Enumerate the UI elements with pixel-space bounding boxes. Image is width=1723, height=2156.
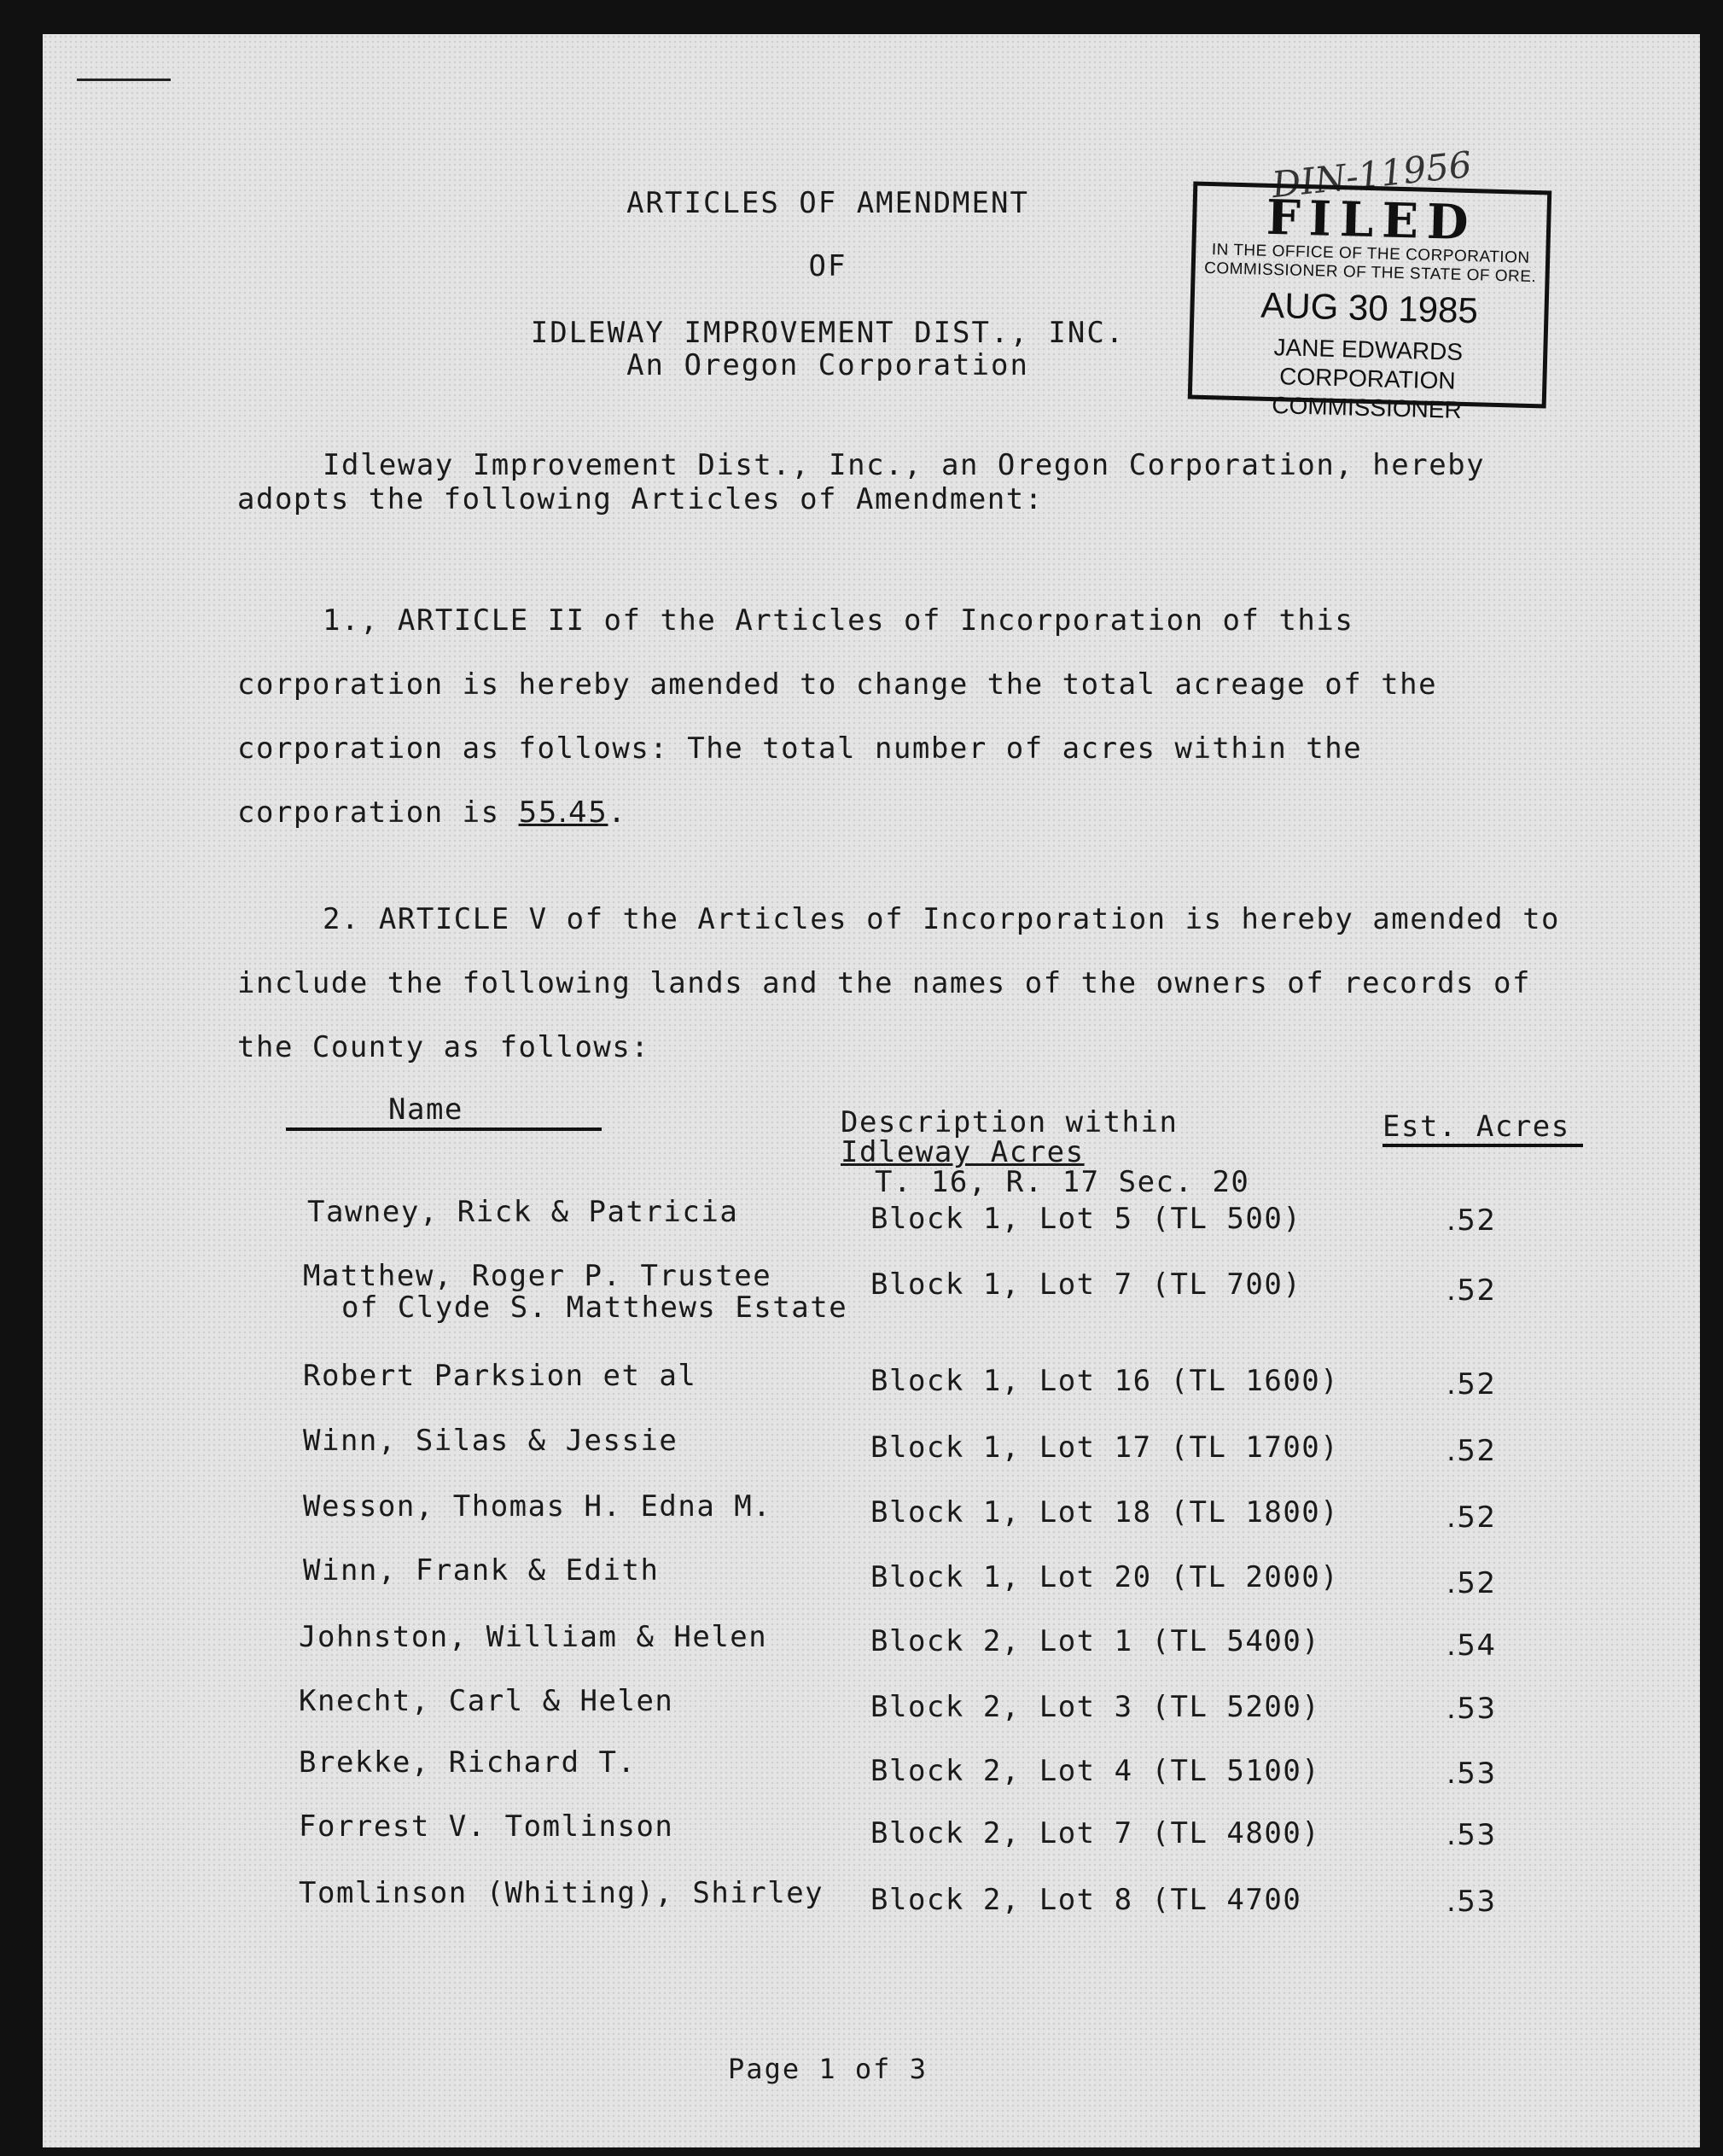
table-row-name: Knecht, Carl & Helen [299, 1684, 674, 1718]
corner-mark [77, 79, 171, 81]
document-page [43, 34, 1700, 2147]
stamp-date: AUG 30 1985 [1260, 284, 1479, 331]
table-row-name: Johnston, William & Helen [299, 1620, 768, 1654]
table-row-name: Brekke, Richard T. [299, 1745, 637, 1780]
table-row-desc: Block 1, Lot 20 (TL 2000) [870, 1560, 1340, 1594]
header-description-line3: T. 16, R. 17 Sec. 20 [875, 1165, 1250, 1199]
page-number: Page 1 of 3 [728, 2053, 928, 2085]
table-row-desc: Block 1, Lot 7 (TL 700) [870, 1267, 1302, 1302]
table-row-acres: .52 [1447, 1566, 1497, 1600]
article-1-period: . [608, 795, 627, 830]
table-row-acres: .53 [1447, 1818, 1497, 1852]
header-est-acres: Est. Acres [1382, 1110, 1570, 1144]
stamp-office-line1: IN THE OFFICE OF THE CORPORATION [1211, 241, 1530, 267]
corporation-type: An Oregon Corporation [626, 348, 1029, 382]
table-row-acres: .54 [1447, 1629, 1497, 1663]
document-title: ARTICLES OF AMENDMENT [626, 186, 1029, 220]
table-row-acres: .52 [1447, 1500, 1497, 1535]
table-row-name: Tomlinson (Whiting), Shirley [299, 1876, 824, 1910]
table-row-desc: Block 2, Lot 1 (TL 5400) [870, 1624, 1321, 1658]
table-row-acres: .53 [1447, 1757, 1497, 1791]
title-of: OF [808, 249, 847, 283]
header-est-acres-underline [1382, 1144, 1583, 1147]
stamp-office-line2: COMMISSIONER OF THE STATE OF ORE. [1203, 259, 1537, 287]
table-row-desc: Block 2, Lot 3 (TL 5200) [870, 1690, 1321, 1724]
table-row-desc: Block 1, Lot 17 (TL 1700) [870, 1431, 1340, 1465]
handwritten-file-number: DIN-11956 [1270, 143, 1474, 207]
table-row-desc: Block 2, Lot 8 (TL 4700 [870, 1883, 1302, 1917]
corporation-name: IDLEWAY IMPROVEMENT DIST., INC. [530, 316, 1126, 350]
stamp-commissioner-role: CORPORATION COMMISSIONER [1271, 363, 1463, 423]
table-row-name: Tawney, Rick & Patricia [307, 1195, 739, 1229]
total-acres-value: 55.45 [518, 795, 608, 830]
filed-stamp [1188, 182, 1552, 423]
table-row-acres: .52 [1447, 1434, 1497, 1468]
stamp-commissioner-name: JANE EDWARDS [1273, 334, 1464, 365]
table-row-acres: .52 [1447, 1367, 1497, 1401]
header-description-line2: Idleway Acres [841, 1135, 1085, 1169]
table-row-name-continued: of Clyde S. Matthews Estate [341, 1291, 848, 1325]
table-row-name: Forrest V. Tomlinson [299, 1809, 674, 1844]
table-row-name: Robert Parksion et al [303, 1359, 697, 1393]
table-row-name: Matthew, Roger P. Trustee [303, 1259, 772, 1293]
table-row-desc: Block 2, Lot 4 (TL 5100) [870, 1754, 1321, 1788]
intro-paragraph: Idleway Improvement Dist., Inc., an Oregon Corporation, hereby adopts the following Articles of Amendment: [237, 448, 1486, 516]
table-row-name: Wesson, Thomas H. Edna M. [303, 1489, 772, 1524]
table-row-acres: .52 [1447, 1203, 1497, 1238]
table-row-desc: Block 2, Lot 7 (TL 4800) [870, 1816, 1321, 1850]
table-row-desc: Block 1, Lot 5 (TL 500) [870, 1202, 1302, 1236]
table-row-name: Winn, Silas & Jessie [303, 1424, 678, 1458]
article-1-text: 1., ARTICLE II of the Articles of Incorporation of this corporation is hereby amended to change the total acreage of the corporation as follows: The total number of acres within the corporation is [237, 603, 1438, 830]
header-name-underline [286, 1128, 602, 1131]
stamp-filed-label: FILED [1266, 189, 1478, 252]
table-row-desc: Block 1, Lot 18 (TL 1800) [870, 1495, 1340, 1530]
table-row-acres: .53 [1447, 1885, 1497, 1919]
article-1-paragraph [237, 589, 1569, 845]
table-row-name: Winn, Frank & Edith [303, 1553, 660, 1588]
header-description-line1: Description within [841, 1105, 1179, 1139]
table-row-acres: .53 [1447, 1692, 1497, 1726]
table-row-acres: .52 [1447, 1273, 1497, 1308]
table-row-desc: Block 1, Lot 16 (TL 1600) [870, 1364, 1340, 1398]
header-name: Name [388, 1093, 463, 1127]
article-2-paragraph: 2. ARTICLE V of the Articles of Incorporation is hereby amended to include the following lands and the names of the owners of records of the County as follows: [237, 902, 1561, 1064]
